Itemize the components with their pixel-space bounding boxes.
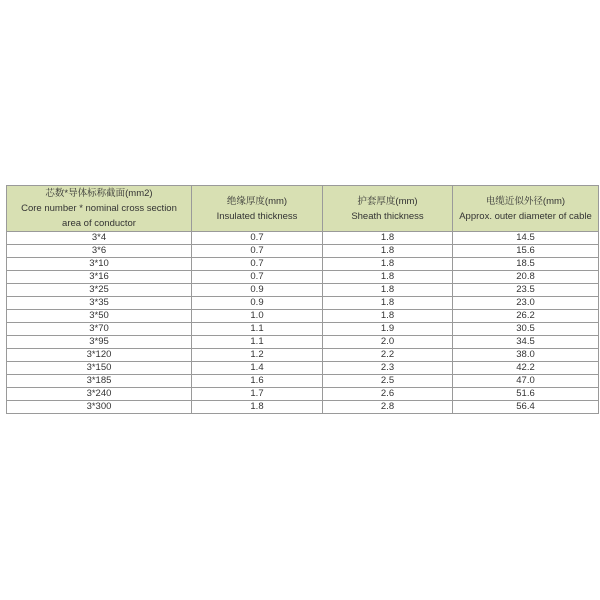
table-row xyxy=(7,258,599,271)
cell-outer-diameter: 26.2 xyxy=(453,310,599,323)
cell-outer-diameter: 30.5 xyxy=(453,323,599,336)
header-sheath-thickness xyxy=(323,186,453,232)
cell-sheath-thickness: 2.5 xyxy=(323,375,453,388)
header-zh-label: 电缆近似外径(mm) xyxy=(485,195,566,207)
cell-outer-diameter: 38.0 xyxy=(453,349,599,362)
cell-insulated-thickness: 0.7 xyxy=(192,232,323,245)
cell-core-cross-section: 3*50 xyxy=(7,310,192,323)
table-row xyxy=(7,362,599,375)
cell-sheath-thickness: 1.8 xyxy=(323,284,453,297)
cell-core-cross-section: 3*6 xyxy=(7,245,192,258)
cell-insulated-thickness: 0.7 xyxy=(192,245,323,258)
cell-core-cross-section: 3*16 xyxy=(7,271,192,284)
cell-insulated-thickness: 0.9 xyxy=(192,297,323,310)
cell-insulated-thickness: 0.7 xyxy=(192,271,323,284)
cell-sheath-thickness: 1.8 xyxy=(323,232,453,245)
table-row xyxy=(7,297,599,310)
cell-core-cross-section: 3*240 xyxy=(7,388,192,401)
table-header-row xyxy=(7,186,599,232)
cell-insulated-thickness: 1.4 xyxy=(192,362,323,375)
cell-insulated-thickness: 1.6 xyxy=(192,375,323,388)
table-row xyxy=(7,271,599,284)
header-insulated-thickness xyxy=(192,186,323,232)
cell-outer-diameter: 14.5 xyxy=(453,232,599,245)
cell-sheath-thickness: 1.8 xyxy=(323,245,453,258)
cell-core-cross-section: 3*4 xyxy=(7,232,192,245)
cell-outer-diameter: 51.6 xyxy=(453,388,599,401)
cell-insulated-thickness: 1.7 xyxy=(192,388,323,401)
table-row xyxy=(7,310,599,323)
cell-sheath-thickness: 2.2 xyxy=(323,349,453,362)
cell-sheath-thickness: 1.8 xyxy=(323,258,453,271)
cell-outer-diameter: 42.2 xyxy=(453,362,599,375)
cell-core-cross-section: 3*95 xyxy=(7,336,192,349)
cell-core-cross-section: 3*120 xyxy=(7,349,192,362)
header-en-label: Insulated thickness xyxy=(216,210,298,222)
header-zh-label: 芯数*导体标称截面(mm2) xyxy=(45,188,153,199)
cell-outer-diameter: 47.0 xyxy=(453,375,599,388)
cell-sheath-thickness: 1.8 xyxy=(323,271,453,284)
header-zh-label: 绝缘厚度(mm) xyxy=(226,195,288,207)
table-row xyxy=(7,323,599,336)
table-row xyxy=(7,336,599,349)
cell-core-cross-section: 3*185 xyxy=(7,375,192,388)
table-body xyxy=(7,232,599,414)
header-en-label-cont: area of conductor xyxy=(62,218,136,229)
cell-sheath-thickness: 2.0 xyxy=(323,336,453,349)
cell-core-cross-section: 3*35 xyxy=(7,297,192,310)
cell-sheath-thickness: 2.3 xyxy=(323,362,453,375)
cell-sheath-thickness: 1.8 xyxy=(323,297,453,310)
cell-core-cross-section: 3*150 xyxy=(7,362,192,375)
cell-core-cross-section: 3*300 xyxy=(7,401,192,414)
cell-outer-diameter: 23.0 xyxy=(453,297,599,310)
cable-spec-table-container xyxy=(6,185,598,414)
cell-insulated-thickness: 0.7 xyxy=(192,258,323,271)
table-row xyxy=(7,284,599,297)
table-row xyxy=(7,232,599,245)
cell-sheath-thickness: 2.6 xyxy=(323,388,453,401)
table-row xyxy=(7,245,599,258)
cell-core-cross-section: 3*25 xyxy=(7,284,192,297)
cell-outer-diameter: 15.6 xyxy=(453,245,599,258)
header-en-label: Core number * nominal cross section xyxy=(21,203,177,214)
cell-core-cross-section: 3*70 xyxy=(7,323,192,336)
header-en-label: Approx. outer diameter of cable xyxy=(459,210,592,222)
cell-outer-diameter: 18.5 xyxy=(453,258,599,271)
cell-insulated-thickness: 1.0 xyxy=(192,310,323,323)
header-outer-diameter xyxy=(453,186,599,232)
cell-sheath-thickness: 1.8 xyxy=(323,310,453,323)
cell-sheath-thickness: 2.8 xyxy=(323,401,453,414)
header-zh-label: 护套厚度(mm) xyxy=(357,195,418,207)
cable-spec-table xyxy=(6,185,599,414)
cell-outer-diameter: 56.4 xyxy=(453,401,599,414)
cell-outer-diameter: 23.5 xyxy=(453,284,599,297)
header-en-label: Sheath thickness xyxy=(351,210,424,222)
cell-insulated-thickness: 0.9 xyxy=(192,284,323,297)
cell-insulated-thickness: 1.1 xyxy=(192,336,323,349)
cell-insulated-thickness: 1.8 xyxy=(192,401,323,414)
cell-insulated-thickness: 1.2 xyxy=(192,349,323,362)
header-core-cross-section xyxy=(7,186,192,232)
table-row xyxy=(7,388,599,401)
table-row xyxy=(7,401,599,414)
table-row xyxy=(7,375,599,388)
cell-outer-diameter: 20.8 xyxy=(453,271,599,284)
cell-outer-diameter: 34.5 xyxy=(453,336,599,349)
cell-core-cross-section: 3*10 xyxy=(7,258,192,271)
table-row xyxy=(7,349,599,362)
cell-insulated-thickness: 1.1 xyxy=(192,323,323,336)
cell-sheath-thickness: 1.9 xyxy=(323,323,453,336)
